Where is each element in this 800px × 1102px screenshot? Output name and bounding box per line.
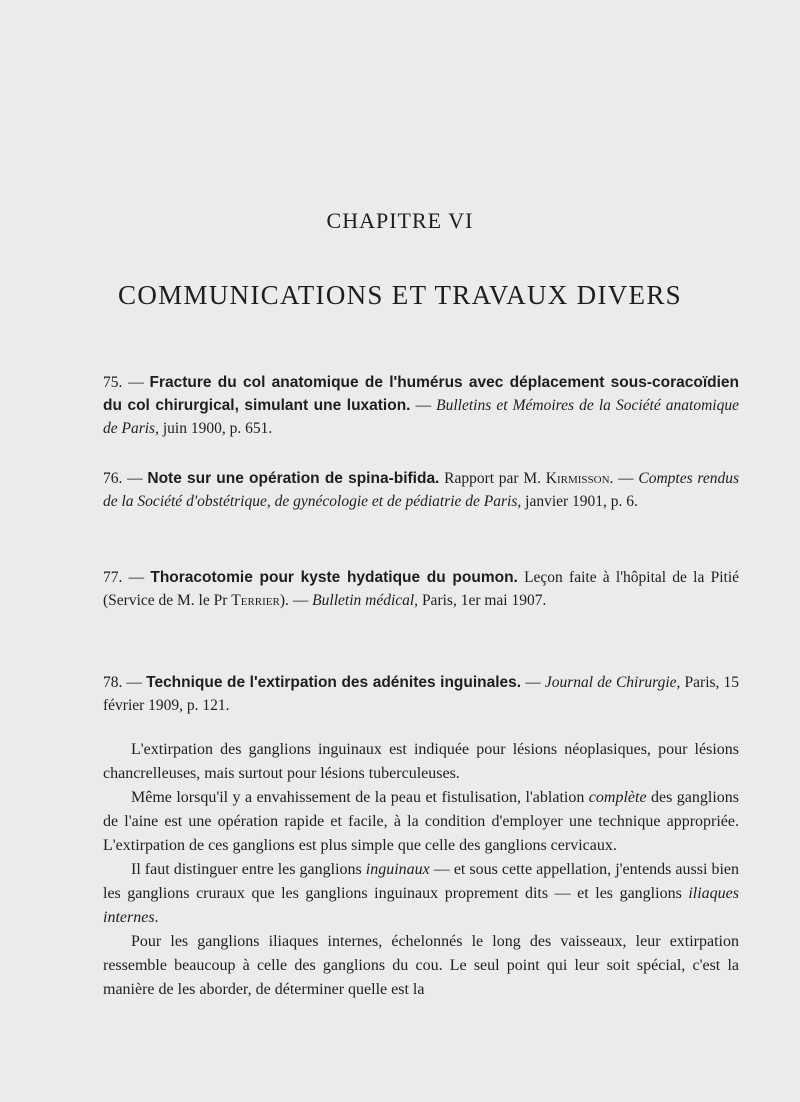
entry-title: Fracture du col anatomique de l'humérus avec déplacement sous-coracoïdien du col chirurgical, simulant une luxation. [103,374,740,414]
paragraph-text: des ganglions de l'aine est une opération rapide et facile, à la condition d'employer une technique appropriée. L'extirpation de ces ganglions est plus simple que celle des ganglions cervicaux. [103,789,740,854]
paragraph-emphasis: inguinaux [365,861,430,878]
chapter-heading: CHAPITRE VI [326,208,474,233]
bibliography-entry-76 [103,467,739,513]
paragraph-text: Il faut distinguer entre les ganglions [131,861,366,878]
section-title: COMMUNICATIONS ET TRAVAUX DIVERS [118,280,682,310]
entry-source: Journal de Chirurgie, [544,674,681,691]
paragraph-text: . [154,909,159,926]
entry-details: juin 1900, p. 651. [158,420,273,437]
entry-title: Note sur une opération de spina-bifida. [147,470,440,487]
entry-source: Bulletin médical, [312,592,419,609]
entry-source: Bulletins et Mémoires de la Société anatomique de Paris, [103,397,739,437]
paragraph [103,858,739,930]
bibliography-entry-78 [103,671,739,717]
entry-title: Technique de l'extirpation des adénites inguinales. [146,674,522,691]
entry-date: janvier 1901, p. 6. [521,493,638,510]
entry-title: Thoracotomie pour kyste hydatique du poumon. [150,569,518,586]
bibliography-entry-77 [103,566,739,612]
paragraph-text: — et sous cette appellation, j'entends aussi bien les ganglions cruraux que les ganglions inguinaux proprement dits — et les ganglions [103,861,740,902]
entry-separator: . — [609,470,639,487]
entry-separator: — [521,674,545,691]
entry-number: 76. — [103,470,143,487]
entry-date: Paris, 1er mai 1907. [418,592,547,609]
paragraph-emphasis: iliaques internes [103,885,739,926]
entry-details: Paris, 15 février 1909, p. 121. [103,674,740,714]
paragraph [103,786,739,858]
entry-author: Terrier [231,592,280,609]
entry-separator: — [410,397,437,414]
entry-details: Rapport par M. [439,470,546,487]
entry-author: Kirmisson [545,470,610,487]
paragraph: Pour les ganglions iliaques internes, échelonnés le long des vaisseaux, leur extirpation ressemble beaucoup à celle des ganglions du cou. Le seul point qui leur soit spécial, c'est la manière de les aborder, de déterminer quelle est la [103,933,739,998]
paragraph-emphasis: complète [588,789,647,806]
entry-number: 75. — [103,374,144,391]
entry-number: 78. — [103,674,142,691]
entry-details: Leçon faite à l'hôpital de la Pitié (Service de M. le Pr [103,569,740,609]
entry-source: Comptes rendus de la Société d'obstétrique, de gynécologie et de pédiatrie de Paris, [103,470,740,510]
paragraph: L'extirpation des ganglions inguinaux est indiquée pour lésions néoplasiques, pour lésions chancrelleuses, mais surtout pour lésions tuberculeuses. [103,741,739,782]
entry-number: 77. — [103,569,145,586]
paragraph-text: Même lorsqu'il y a envahissement de la peau et fistulisation, l'ablation [131,789,589,806]
body-text [103,738,739,1002]
entry-separator: ). — [279,592,313,609]
bibliography-entry-75 [103,371,739,440]
